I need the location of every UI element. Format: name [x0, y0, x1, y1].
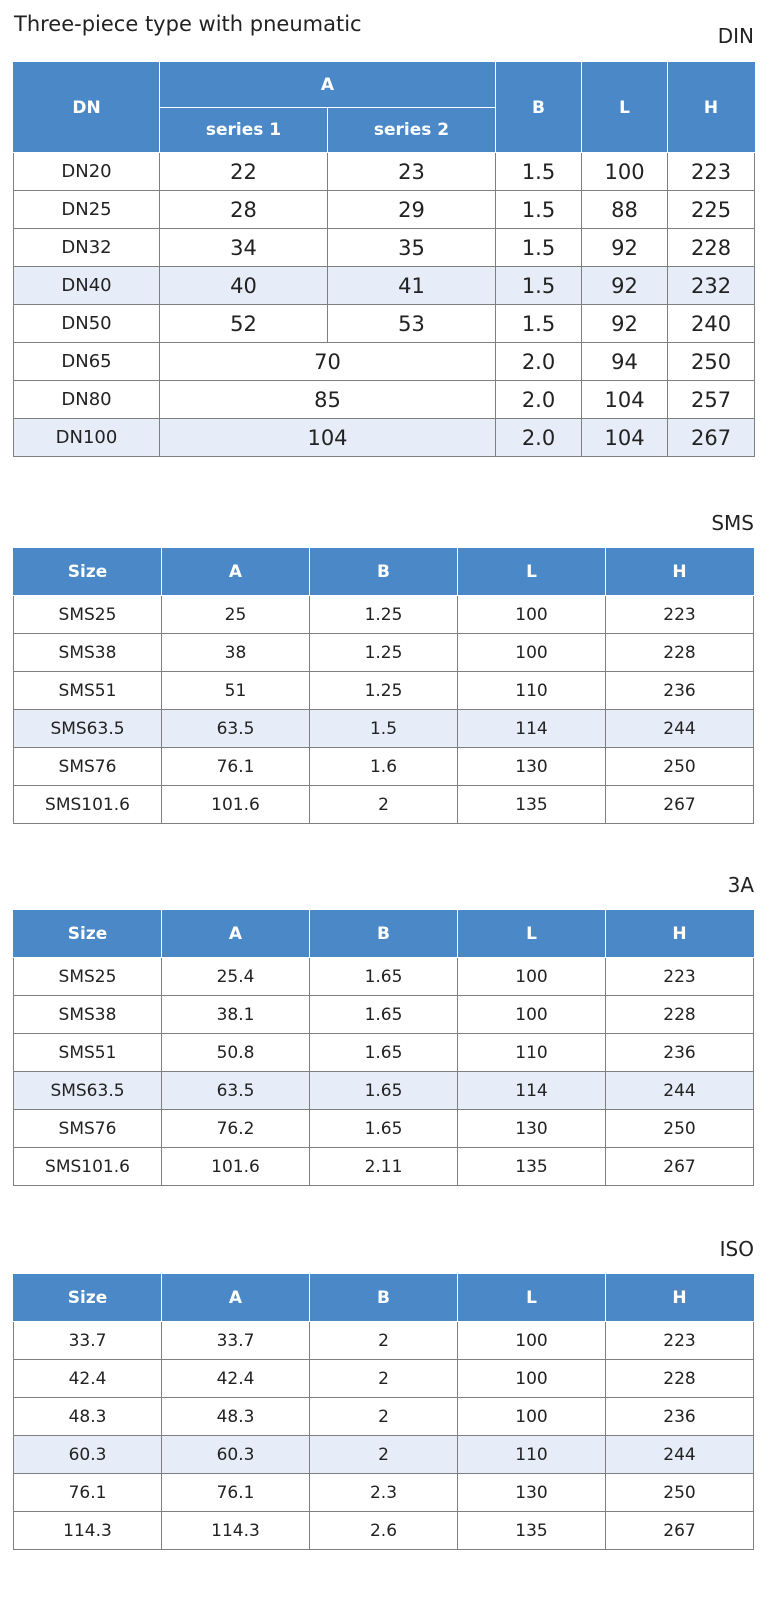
table-row: [14, 996, 754, 1034]
3a-label: 3A: [727, 873, 754, 897]
cell-b: 2.0: [496, 419, 582, 457]
cell-size: SMS38: [14, 996, 162, 1034]
cell-b: 1.25: [310, 672, 458, 710]
header-series-1: series 1: [160, 108, 328, 153]
header-l: L: [458, 549, 606, 596]
cell-l: 114: [458, 710, 606, 748]
header-h: H: [606, 1275, 754, 1322]
cell-l: 100: [458, 1398, 606, 1436]
cell-a: 51: [162, 672, 310, 710]
cell-dn: DN32: [14, 229, 160, 267]
cell-size: SMS63.5: [14, 1072, 162, 1110]
cell-a1: 40: [160, 267, 328, 305]
cell-b: 2.0: [496, 381, 582, 419]
cell-l: 100: [458, 958, 606, 996]
cell-b: 2: [310, 1322, 458, 1360]
cell-l: 135: [458, 786, 606, 824]
cell-b: 1.5: [496, 191, 582, 229]
cell-h: 223: [606, 958, 754, 996]
cell-a: 114.3: [162, 1512, 310, 1550]
cell-b: 1.5: [310, 710, 458, 748]
cell-a: 25: [162, 596, 310, 634]
table-row: [14, 596, 754, 634]
header-b: B: [310, 911, 458, 958]
cell-b: 2.0: [496, 343, 582, 381]
table-row: [14, 1512, 754, 1550]
header-series-2: series 2: [328, 108, 496, 153]
cell-a: 33.7: [162, 1322, 310, 1360]
cell-a2: 53: [328, 305, 496, 343]
cell-h: 250: [606, 748, 754, 786]
cell-h: 250: [606, 1110, 754, 1148]
cell-a: 60.3: [162, 1436, 310, 1474]
cell-b: 1.65: [310, 1034, 458, 1072]
table-row: [14, 748, 754, 786]
cell-a: 85: [160, 381, 496, 419]
header-b: B: [496, 63, 582, 153]
cell-b: 1.65: [310, 958, 458, 996]
cell-h: 244: [606, 1072, 754, 1110]
sms-label: SMS: [711, 511, 754, 535]
cell-h: 236: [606, 1034, 754, 1072]
cell-a2: 23: [328, 153, 496, 191]
cell-size: SMS25: [14, 596, 162, 634]
cell-h: 223: [606, 596, 754, 634]
cell-h: 232: [668, 267, 755, 305]
cell-size: 42.4: [14, 1360, 162, 1398]
cell-l: 114: [458, 1072, 606, 1110]
header-a: A: [162, 1275, 310, 1322]
header-h: H: [668, 63, 755, 153]
cell-l: 135: [458, 1512, 606, 1550]
cell-a: 76.2: [162, 1110, 310, 1148]
table-row: [14, 229, 755, 267]
cell-a2: 35: [328, 229, 496, 267]
table-row: [14, 1398, 754, 1436]
header-l: L: [458, 1275, 606, 1322]
cell-size: SMS76: [14, 748, 162, 786]
cell-l: 104: [582, 419, 668, 457]
sms-table: [13, 548, 754, 824]
cell-size: SMS51: [14, 1034, 162, 1072]
cell-l: 100: [458, 996, 606, 1034]
cell-h: 267: [606, 1148, 754, 1186]
cell-a: 104: [160, 419, 496, 457]
cell-l: 110: [458, 672, 606, 710]
cell-l: 100: [458, 1360, 606, 1398]
iso-label: ISO: [719, 1237, 754, 1261]
header-a: A: [160, 63, 496, 108]
cell-a2: 29: [328, 191, 496, 229]
cell-b: 2.11: [310, 1148, 458, 1186]
cell-h: 228: [668, 229, 755, 267]
cell-a: 76.1: [162, 748, 310, 786]
table-row: [14, 191, 755, 229]
cell-h: 267: [606, 786, 754, 824]
header-l: L: [458, 911, 606, 958]
cell-h: 257: [668, 381, 755, 419]
table-row: [14, 1034, 754, 1072]
cell-h: 225: [668, 191, 755, 229]
header-l: L: [582, 63, 668, 153]
table-row: [14, 672, 754, 710]
header-dn: DN: [14, 63, 160, 153]
table-row: [14, 1474, 754, 1512]
3a-table: [13, 910, 754, 1186]
cell-size: SMS25: [14, 958, 162, 996]
cell-a1: 28: [160, 191, 328, 229]
cell-h: 228: [606, 634, 754, 672]
header-size: Size: [14, 911, 162, 958]
cell-h: 228: [606, 996, 754, 1034]
table-row: [14, 958, 754, 996]
cell-a1: 34: [160, 229, 328, 267]
cell-l: 130: [458, 1474, 606, 1512]
cell-size: SMS76: [14, 1110, 162, 1148]
cell-dn: DN100: [14, 419, 160, 457]
header-h: H: [606, 911, 754, 958]
header-size: Size: [14, 549, 162, 596]
cell-h: 228: [606, 1360, 754, 1398]
table-row: [14, 634, 754, 672]
cell-b: 1.5: [496, 267, 582, 305]
cell-a: 25.4: [162, 958, 310, 996]
cell-l: 92: [582, 305, 668, 343]
cell-dn: DN80: [14, 381, 160, 419]
cell-h: 250: [606, 1474, 754, 1512]
cell-h: 267: [606, 1512, 754, 1550]
table-row: [14, 1110, 754, 1148]
table-row: [14, 305, 755, 343]
cell-b: 1.65: [310, 1072, 458, 1110]
cell-h: 240: [668, 305, 755, 343]
cell-size: SMS38: [14, 634, 162, 672]
table-row: [14, 710, 754, 748]
cell-a: 63.5: [162, 710, 310, 748]
cell-b: 1.6: [310, 748, 458, 786]
header-b: B: [310, 1275, 458, 1322]
cell-l: 130: [458, 748, 606, 786]
cell-h: 244: [606, 1436, 754, 1474]
cell-size: SMS63.5: [14, 710, 162, 748]
cell-b: 1.65: [310, 996, 458, 1034]
page-title: Three-piece type with pneumatic: [14, 12, 362, 36]
cell-b: 1.25: [310, 634, 458, 672]
cell-l: 100: [458, 634, 606, 672]
cell-b: 2.6: [310, 1512, 458, 1550]
cell-b: 2.3: [310, 1474, 458, 1512]
cell-a: 48.3: [162, 1398, 310, 1436]
cell-size: SMS101.6: [14, 786, 162, 824]
cell-l: 94: [582, 343, 668, 381]
cell-dn: DN40: [14, 267, 160, 305]
cell-a: 63.5: [162, 1072, 310, 1110]
cell-b: 2: [310, 786, 458, 824]
cell-b: 2: [310, 1436, 458, 1474]
header-h: H: [606, 549, 754, 596]
cell-b: 2: [310, 1360, 458, 1398]
cell-b: 2: [310, 1398, 458, 1436]
cell-h: 223: [606, 1322, 754, 1360]
cell-a2: 41: [328, 267, 496, 305]
cell-a: 38.1: [162, 996, 310, 1034]
cell-l: 92: [582, 229, 668, 267]
cell-l: 130: [458, 1110, 606, 1148]
cell-dn: DN20: [14, 153, 160, 191]
table-row: [14, 267, 755, 305]
cell-b: 1.5: [496, 153, 582, 191]
cell-dn: DN25: [14, 191, 160, 229]
cell-dn: DN50: [14, 305, 160, 343]
din-table: [13, 62, 755, 457]
cell-a: 42.4: [162, 1360, 310, 1398]
cell-b: 1.5: [496, 305, 582, 343]
cell-h: 236: [606, 672, 754, 710]
table-row: [14, 786, 754, 824]
cell-size: SMS101.6: [14, 1148, 162, 1186]
cell-a: 101.6: [162, 1148, 310, 1186]
cell-size: 48.3: [14, 1398, 162, 1436]
cell-a: 101.6: [162, 786, 310, 824]
cell-a1: 52: [160, 305, 328, 343]
cell-size: 60.3: [14, 1436, 162, 1474]
cell-l: 100: [458, 596, 606, 634]
cell-size: 76.1: [14, 1474, 162, 1512]
cell-l: 110: [458, 1034, 606, 1072]
cell-l: 110: [458, 1436, 606, 1474]
cell-l: 100: [582, 153, 668, 191]
table-row: [14, 1436, 754, 1474]
din-label: DIN: [717, 24, 754, 48]
cell-l: 88: [582, 191, 668, 229]
table-row: [14, 153, 755, 191]
cell-h: 223: [668, 153, 755, 191]
cell-l: 104: [582, 381, 668, 419]
cell-l: 135: [458, 1148, 606, 1186]
cell-a1: 22: [160, 153, 328, 191]
table-row: [14, 381, 755, 419]
table-row: [14, 1322, 754, 1360]
cell-dn: DN65: [14, 343, 160, 381]
header-size: Size: [14, 1275, 162, 1322]
cell-size: 114.3: [14, 1512, 162, 1550]
header-b: B: [310, 549, 458, 596]
cell-a: 50.8: [162, 1034, 310, 1072]
cell-a: 70: [160, 343, 496, 381]
cell-h: 244: [606, 710, 754, 748]
iso-table: [13, 1274, 754, 1550]
cell-h: 236: [606, 1398, 754, 1436]
table-row: [14, 419, 755, 457]
cell-h: 267: [668, 419, 755, 457]
cell-h: 250: [668, 343, 755, 381]
cell-size: 33.7: [14, 1322, 162, 1360]
cell-a: 38: [162, 634, 310, 672]
header-a: A: [162, 549, 310, 596]
cell-b: 1.5: [496, 229, 582, 267]
cell-b: 1.65: [310, 1110, 458, 1148]
cell-size: SMS51: [14, 672, 162, 710]
table-row: [14, 343, 755, 381]
table-row: [14, 1360, 754, 1398]
cell-l: 92: [582, 267, 668, 305]
table-row: [14, 1148, 754, 1186]
table-row: [14, 1072, 754, 1110]
header-a: A: [162, 911, 310, 958]
cell-a: 76.1: [162, 1474, 310, 1512]
cell-l: 100: [458, 1322, 606, 1360]
cell-b: 1.25: [310, 596, 458, 634]
